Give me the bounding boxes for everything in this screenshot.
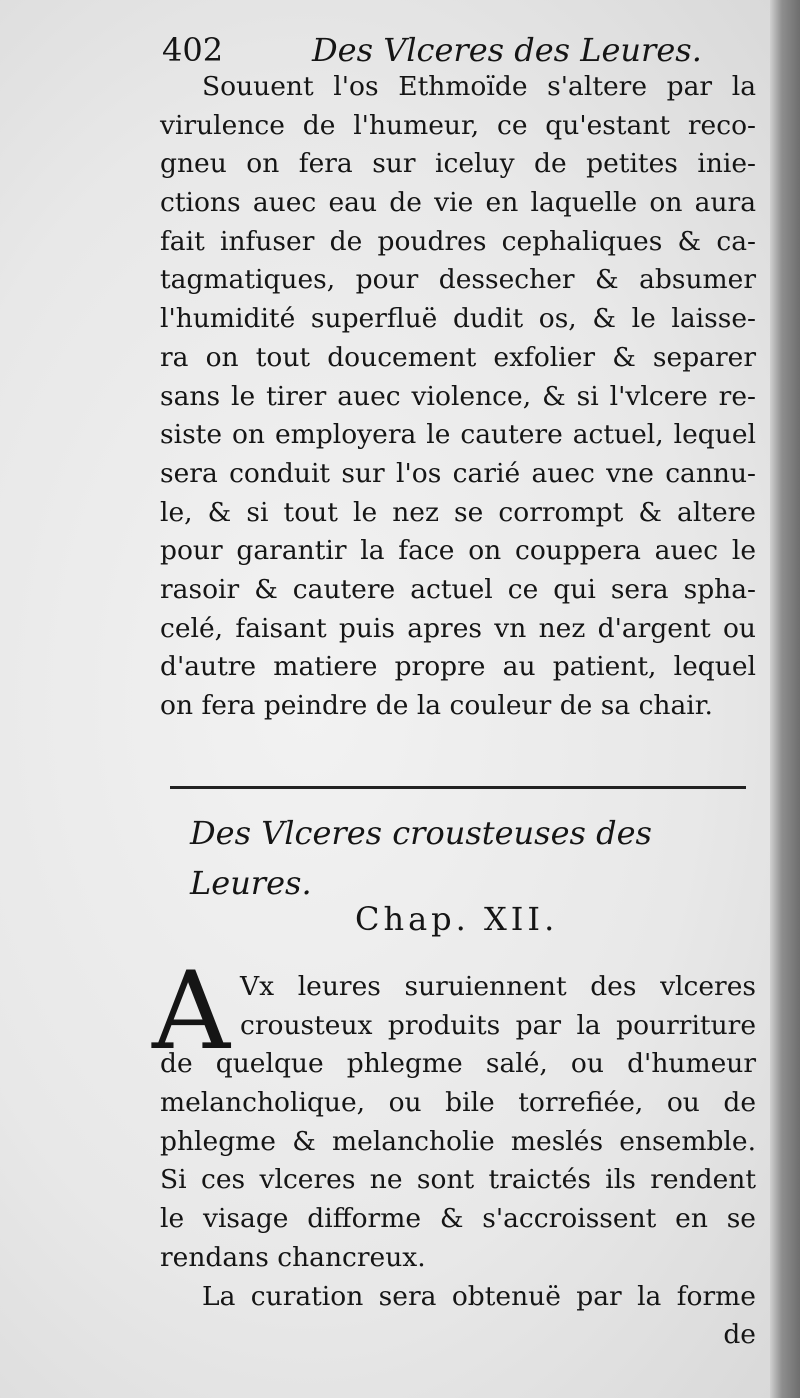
text-line: pour garantir la face on couppera auec le — [160, 535, 756, 567]
text-line: sans le tirer auec violence, & si l'vlcere re- — [160, 380, 756, 412]
text-line: celé, faisant puis apres vn nez d'argent ou — [160, 612, 756, 644]
text-line: ctions auec eau de vie en laquelle on aura — [160, 187, 756, 219]
text-line: Vx leures suruiennent des vlceres — [240, 971, 756, 1002]
text-line: tagmatiques, pour dessecher & absumer — [160, 264, 756, 296]
text-line: siste on employera le cautere actuel, lequel — [160, 419, 756, 451]
text-line: de quelque phlegme salé, ou d'humeur — [160, 1048, 756, 1080]
running-title: Des Vlceres des Leures. — [312, 31, 702, 69]
text-line: crousteux produits par la pourriture — [240, 1009, 756, 1041]
text-line: rasoir & cautere actuel ce qui sera spha- — [160, 573, 756, 605]
text-line: Si ces vlceres ne sont traictés ils rendent — [160, 1164, 756, 1196]
section-title: Des Vlceres crousteuses des Leures. — [190, 814, 652, 902]
text-line: d'autre matiere propre au patient, lequel — [160, 651, 756, 683]
text-line: l'humidité superfluë dudit os, & le laisse- — [160, 303, 756, 335]
text-line: fait infuser de poudres cephaliques & ca- — [160, 225, 756, 257]
section-divider — [170, 786, 746, 789]
text-line: gneu on fera sur iceluy de petites inie- — [160, 148, 756, 180]
text-line: virulence de l'humeur, ce qu'estant reco- — [160, 109, 756, 141]
text-line: sera conduit sur l'os carié auec vne cannu- — [160, 457, 756, 489]
text-line: on fera peindre de la couleur de sa chair. — [160, 690, 713, 721]
page-edge-shadow — [770, 0, 800, 1398]
text-line: rendans chancreux. — [160, 1241, 426, 1273]
paragraph-1 — [160, 68, 756, 726]
catchword: de — [723, 1319, 756, 1351]
text-line: le visage difforme & s'accroissent en se — [160, 1203, 756, 1235]
text-line: le, & si tout le nez se corrompt & altere — [160, 496, 756, 528]
drop-cap: A — [152, 949, 230, 1074]
text-line: ra on tout doucement exfolier & separer — [160, 341, 756, 373]
chapter-heading: Chap. XII. — [355, 900, 559, 938]
text-line: La curation sera obtenuë par la forme — [202, 1280, 756, 1312]
page-number: 402 — [162, 31, 224, 69]
running-head — [162, 28, 722, 72]
text-line: phlegme & melancholie meslés ensemble. — [160, 1125, 756, 1157]
text-line: Souuent l'os Ethmoïde s'altere par la — [202, 71, 756, 102]
paragraph-2 — [160, 968, 756, 1355]
text-line: melancholique, ou bile torrefiée, ou de — [160, 1087, 756, 1119]
